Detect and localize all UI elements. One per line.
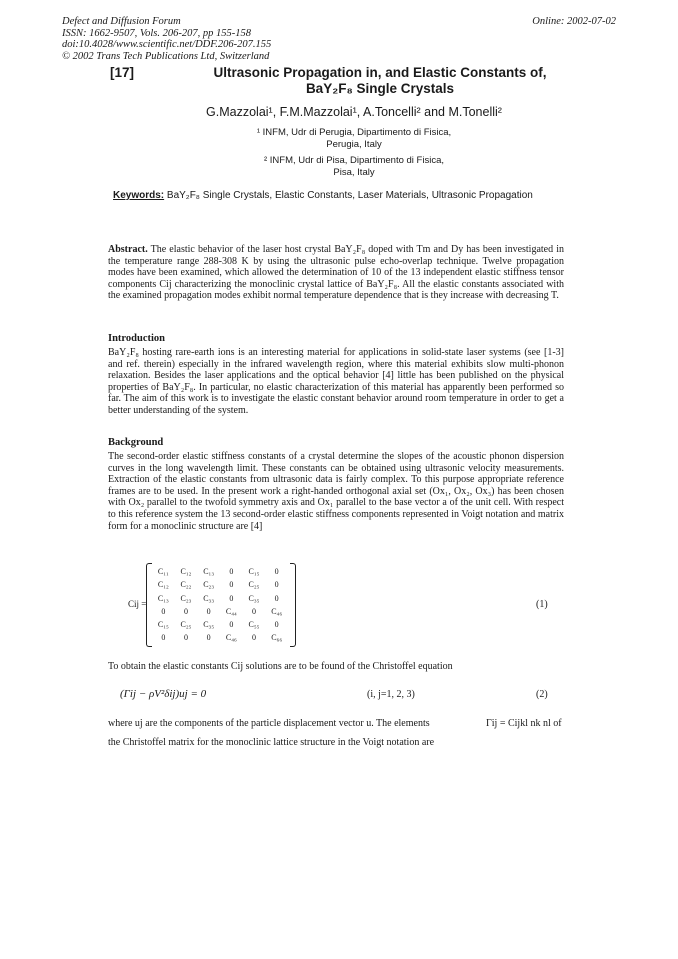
matrix-cell: 0 bbox=[161, 633, 166, 643]
matrix-cell: 0 bbox=[229, 593, 234, 603]
matrix-cell: 0 bbox=[229, 567, 234, 576]
copyright-line: © 2002 Trans Tech Publications Ltd, Switzerland bbox=[62, 50, 270, 62]
equation-2-range: (i, j=1, 2, 3) bbox=[367, 689, 415, 700]
matrix-cell: 0 bbox=[183, 606, 188, 616]
matrix-cell: C₁₃ bbox=[157, 593, 169, 603]
matrix-cell: C₂₃ bbox=[203, 580, 215, 590]
matrix-cell: C₆₆ bbox=[271, 633, 283, 643]
introduction-text: BaY₂F₈ hosting rare-earth ions is an interesting material for applications in solid-state laser systems (see [1-3] and ref. therein) especially in the infrared wavelength region, where this material exhibits slow multi-phonon relaxation. Besides the laser applications and the optical behavior [4] little has been published on the physical properties of BaY₂F₈. In particular, no elastic characterization of this material has apparently been performed so far. The aim of this work is to investigate the elastic constant behavior around room temperature in order to get a better understanding of the system. bbox=[108, 347, 564, 416]
matrix-cell: C₃₃ bbox=[203, 593, 215, 603]
keywords-line bbox=[113, 190, 533, 201]
doi-line: doi:10.4028/www.scientific.net/DDF.206-207.155 bbox=[62, 39, 272, 50]
matrix-cell: C₄₆ bbox=[271, 606, 283, 616]
keywords-text: BaY₂F₈ Single Crystals, Elastic Constants, Laser Materials, Ultrasonic Propagation bbox=[166, 190, 533, 201]
title-line-1: Ultrasonic Propagation in, and Elastic Constants of, bbox=[213, 65, 547, 80]
matrix-cell: 0 bbox=[206, 606, 211, 616]
matrix-right-bracket bbox=[290, 563, 296, 647]
matrix-cell: 0 bbox=[251, 633, 256, 643]
affiliation-1-line-2: Perugia, Italy bbox=[326, 139, 382, 150]
background-text: The second-order elastic stiffness constants of a crystal determine the slopes of the acoustic phonon dispersion curves in the long wavelength limit. These constants can be obtained using ultrasonic velocity measurements. Extraction of the elastic constants from ultrasonic data is fairly complex. To this purpose appropriate reference frames are to be used. In the present work a right-handed orthogonal axial set (Ox₁, Ox₂, Ox₃) has been chosen with Ox₂ parallel to the twofold symmetry axis and Ox₁ parallel to the base vector a of the unit cell. With respect to this reference system the 13 second-order elastic stiffness components represented in Voigt notation and matrix form for a monoclinic structure are [4] bbox=[108, 451, 564, 532]
abstract-label: Abstract. bbox=[108, 244, 148, 255]
keywords-label: Keywords: bbox=[113, 190, 165, 201]
matrix-cell: C₁₂ bbox=[157, 580, 169, 590]
matrix-cell: C₂₅ bbox=[248, 580, 260, 590]
journal-name: Defect and Diffusion Forum bbox=[62, 16, 181, 27]
matrix-cell: 0 bbox=[229, 580, 234, 590]
matrix-cell: 0 bbox=[161, 606, 166, 616]
paper-title bbox=[160, 65, 600, 97]
matrix-cell: C₁₁ bbox=[157, 567, 169, 576]
journal-header bbox=[62, 16, 271, 62]
stiffness-matrix bbox=[128, 563, 298, 647]
equation-1-number: (1) bbox=[536, 599, 548, 610]
online-date: Online: 2002-07-02 bbox=[532, 16, 616, 27]
matrix-cell: C₅₅ bbox=[248, 620, 260, 630]
matrix-cell: C₁₃ bbox=[203, 567, 215, 576]
matrix-cell: C₃₅ bbox=[248, 593, 260, 603]
matrix-cell: 0 bbox=[274, 620, 279, 630]
matrix-body bbox=[146, 563, 296, 647]
christoffel-intro: To obtain the elastic constants Cij solutions are to be found of the Christoffel equation bbox=[108, 661, 453, 672]
matrix-cell: 0 bbox=[274, 567, 279, 576]
matrix-cell: 0 bbox=[206, 633, 211, 643]
author-list: G.Mazzolai¹, F.M.Mazzolai¹, A.Toncelli² and M.Tonelli² bbox=[206, 105, 502, 119]
matrix-cell: C₂₅ bbox=[180, 620, 192, 630]
affiliation-2 bbox=[0, 155, 678, 179]
matrix-cell: C₄₄ bbox=[225, 606, 237, 616]
title-line-2: BaY₂F₈ Single Crystals bbox=[305, 81, 455, 96]
abstract-paragraph bbox=[108, 244, 564, 302]
affiliation-2-line-2: Pisa, Italy bbox=[333, 167, 375, 178]
matrix-cell: C₁₂ bbox=[180, 567, 192, 576]
matrix-cell: C₂₃ bbox=[180, 593, 192, 603]
where-line-1-left: where uj are the components of the particle displacement vector u. The elements bbox=[108, 718, 430, 729]
where-line-2: the Christoffel matrix for the monoclinic lattice structure in the Voigt notation are bbox=[108, 737, 435, 748]
matrix-cell: 0 bbox=[251, 606, 256, 616]
introduction-heading: Introduction bbox=[108, 333, 165, 344]
equation-2-number: (2) bbox=[536, 689, 548, 700]
reference-number: [17] bbox=[110, 65, 135, 80]
matrix-cell: 0 bbox=[274, 593, 279, 603]
affiliation-2-line-1: ² INFM, Udr di Pisa, Dipartimento di Fisica, bbox=[263, 155, 444, 166]
where-line-1 bbox=[108, 718, 564, 729]
matrix-cell: 0 bbox=[229, 620, 234, 630]
matrix-grid bbox=[152, 565, 288, 645]
christoffel-equation: (Γij − ρV²δij)uj = 0 bbox=[120, 688, 207, 700]
matrix-cell: C₂₂ bbox=[180, 580, 192, 590]
background-heading: Background bbox=[108, 437, 164, 448]
matrix-cell: C₁₅ bbox=[157, 620, 169, 630]
abstract-text: The elastic behavior of the laser host crystal BaY₂F₈ doped with Tm and Dy has been investigated in the temperature range 288-308 K by using the ultrasonic pulse echo-overlap technique. Twelve propagation modes have been examined, which allowed the determination of 10 of the 13 independent elastic stiffness tensor components Cij characterizing the monoclinic crystal lattice of BaY₂F₈. All the elastic constants associated with the examined propagation modes exhibit normal temperature dependence that is they increase with decreasing T. bbox=[108, 244, 565, 302]
matrix-cell: C₄₆ bbox=[225, 633, 237, 643]
matrix-label: Cij = bbox=[128, 599, 147, 609]
matrix-cell: C₁₅ bbox=[248, 567, 260, 576]
affiliation-1 bbox=[0, 127, 678, 151]
affiliation-1-line-1: ¹ INFM, Udr di Perugia, Dipartimento di Fisica, bbox=[256, 127, 452, 138]
matrix-cell: 0 bbox=[274, 580, 279, 590]
matrix-cell: C₃₅ bbox=[203, 620, 215, 630]
issn-line: ISSN: 1662-9507, Vols. 206-207, pp 155-158 bbox=[62, 27, 251, 39]
matrix-cell: 0 bbox=[183, 633, 188, 643]
where-line-1-right: Γij = Cijkl nk nl of bbox=[486, 718, 562, 729]
